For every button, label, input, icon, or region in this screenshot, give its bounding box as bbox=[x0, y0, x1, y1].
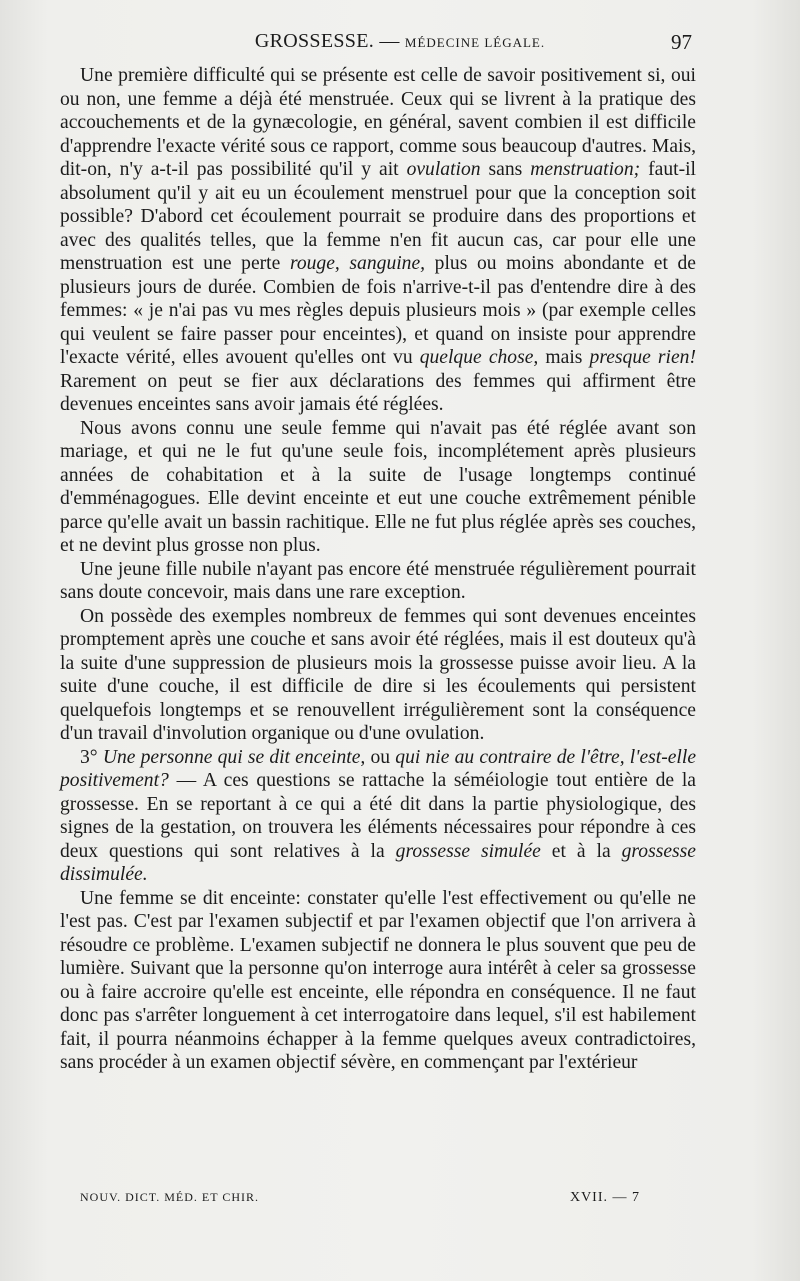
title-main: GROSSESSE. bbox=[254, 30, 375, 52]
page-footer bbox=[80, 1190, 640, 1210]
text-run: 3° bbox=[80, 746, 103, 768]
italic-text: Une personne qui se dit enceinte, bbox=[102, 746, 366, 768]
paragraph bbox=[60, 64, 696, 417]
text-run: Une femme se dit enceinte: constater qu'elle l'est effectivement ou qu'elle ne l'est pas. C'est par l'examen subjectif et par l'examen objectif que l'on arrivera à résoudre ce problème. L'examen subjectif ne donnera le plus souvent que peu de lumière. Suivant que la personne qu'on interroge aura intérêt à celer sa grossesse ou à faire accroire qu'elle est enceinte, elle répondra en conséquence. Il ne faut donc pas s'arrêter longuement à cet interrogatoire dans lequel, s'il est habilement fait, il pourra néanmoins échapper à la femme quelques aveux contradictoires, sans procéder à un examen objectif sévère, en commençant par l'extérieur bbox=[60, 887, 696, 1073]
text-run: Rarement on peut se fier aux déclarations des femmes qui affirment être devenues enceintes sans avoir jamais été réglées. bbox=[60, 370, 696, 415]
text-run: Nous avons connu une seule femme qui n'avait pas été réglée avant son mariage, et qui ne le fut qu'une seule fois, incomplétement après plusieurs années de cohabitation et à la suite de l'usage longtemps continué d'emménagogues. Elle devint enceinte et eut une couche extrêmement pénible parce qu'elle avait un bassin rachitique. Elle ne fut plus réglée après ses couches, et ne devint plus grosse non plus. bbox=[60, 417, 696, 556]
text-run: plus ou moins abondante et de plusieurs jours de durée. Combien de fois n'arrive-t-il pas d'entendre dire à des femmes: « je n'ai pas vu mes règles depuis plusieurs mois » (par exemple celles qui veulent se faire passer pour enceintes), et quand on insiste pour apprendre l'exacte vérité, elles avouent qu'elles ont vu bbox=[60, 253, 696, 368]
text-run: faut-il absolument qu'il y ait eu un écoulement menstruel pour que la conception soit possible? D'abord cet écoulement pourrait se produire dans des proportions et avec des qualités telles, que la femme n'en fit aucun cas, car pour elle une menstruation est une perte bbox=[60, 159, 696, 274]
italic-text: grossesse simulée bbox=[395, 840, 541, 862]
text-run: mais bbox=[538, 347, 590, 368]
paragraph bbox=[60, 746, 696, 887]
italic-text: menstruation; bbox=[530, 159, 641, 180]
italic-text: quelque chose, bbox=[419, 347, 539, 368]
text-run: sans bbox=[480, 159, 531, 180]
italic-text: qui nie au contraire de l'être, l'est-elle positivement? bbox=[60, 746, 697, 791]
footer-volume: XVII. — 7 bbox=[569, 1190, 640, 1205]
paragraph bbox=[60, 887, 696, 1075]
text-run: ou bbox=[365, 746, 396, 768]
footer-signature: NOUV. DICT. MÉD. ET CHIR. bbox=[80, 1190, 260, 1204]
text-run: On possède des exemples nombreux de femmes qui sont devenues enceintes promptement après une couche et sans avoir été réglées, mais il est douteux qu'à la suite d'une suppression de plusieurs mois la grossesse puisse avoir lieu. A la suite d'une couche, il est difficile de dire si les écoulements qui persistent quelquefois longtemps et se renouvellent irrégulièrement sont la conséquence d'un travail d'involution organique ou d'une ovulation. bbox=[60, 605, 696, 744]
italic-text: presque rien! bbox=[589, 347, 696, 368]
text-run: Une jeune fille nubile n'ayant pas encore été menstruée régulièrement pourrait sans doute concevoir, mais dans une rare exception. bbox=[60, 558, 696, 603]
paragraph bbox=[60, 605, 696, 746]
title-dash: — bbox=[374, 30, 405, 52]
italic-text: ovulation bbox=[406, 159, 481, 180]
text-run: Une première difficulté qui se présente est celle de savoir positivement si, oui ou non, une femme a déjà été menstruée. Ceux qui se livrent à la pratique des accouchements et de la gynæcologie, en général, savent combien il est difficile d'apprendre l'exacte vérité sous ce rapport, comme sous beaucoup d'autres. Mais, dit-on, n'y a-t-il pas possibilité qu'il y ait bbox=[60, 65, 696, 180]
title-sub: MÉDECINE LÉGALE. bbox=[404, 35, 546, 50]
italic-text: grossesse dissimulée. bbox=[60, 840, 696, 885]
text-run: — A ces questions se rattache la séméiologie tout entière de la grossesse. En se reportant à ce qui a été dit dans la partie physiologique, des signes de la gestation, on trouvera les éléments nécessaires pour répondre à ces deux questions qui sont relatives à la bbox=[60, 770, 696, 862]
text-run: et à la bbox=[540, 840, 622, 862]
paragraph bbox=[60, 417, 696, 558]
page-number: 97 bbox=[671, 30, 692, 54]
running-header bbox=[0, 30, 800, 56]
paragraph bbox=[60, 558, 696, 605]
italic-text: rouge, sanguine, bbox=[289, 253, 426, 274]
body-text bbox=[60, 64, 696, 1075]
